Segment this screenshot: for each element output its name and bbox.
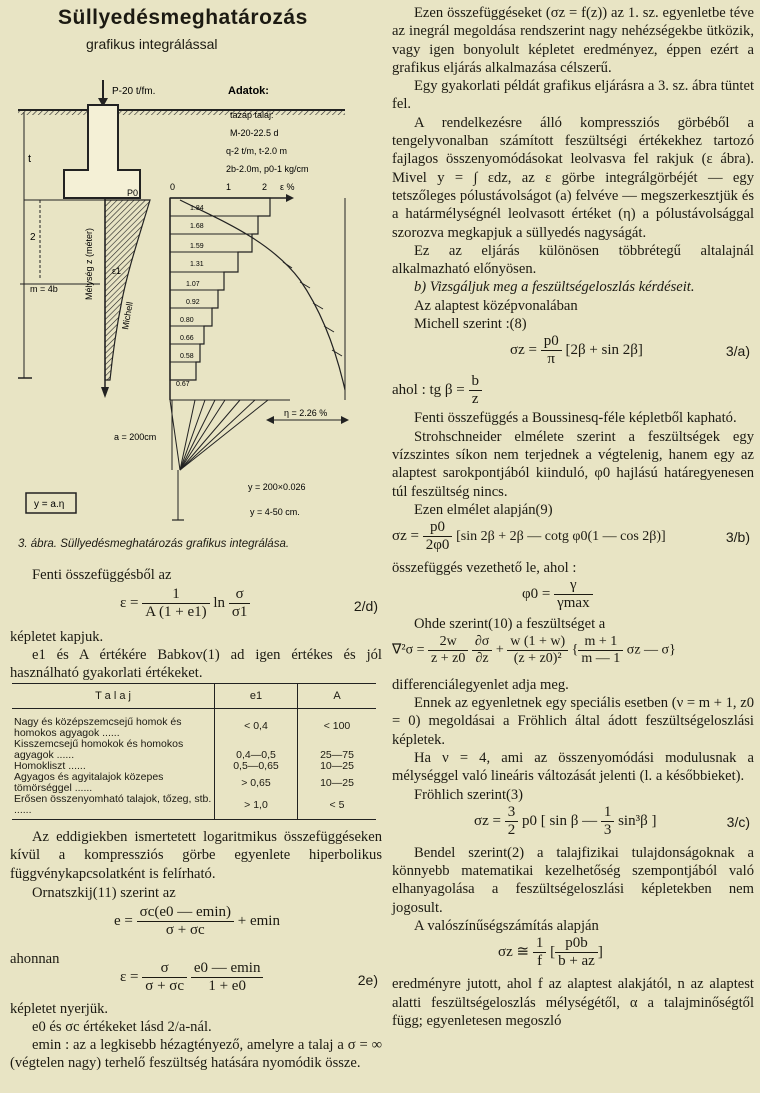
right-p10: Ezen elmélet alapján(9) (414, 501, 553, 518)
right-p2: Egy gyakorlati példát grafikus eljárásra a 3. sz. ábra tüntet fel. (392, 78, 754, 113)
label-2: 2 (30, 232, 36, 243)
right-p6: Az alaptest középvonalában (414, 297, 578, 314)
foundation (64, 105, 140, 198)
pole-rays (170, 400, 268, 470)
table-header-a: A (298, 684, 377, 709)
table-row: Kisszemcsejű homokok és homokos agyagok ...... 0,4—0,5 25—75 (12, 739, 376, 761)
right-p9: Strohschneider elmélete szerint a feszültségek egy vízszintes síkon nem terjednek a végtelenig, hanem egy az alaptest sarokpontjából kiinduló, φ0 hajlású határegyenesen túl feszültség nincs. (392, 428, 754, 500)
depth-label: Mélység z (méter) (84, 227, 94, 300)
right-p4: Ez az eljárás különösen többrétegű altalajnál alkalmazható előnyösen. (392, 242, 754, 278)
equation-tg-beta: ahol : tg β = $\frac{b}{z}$ (392, 373, 754, 409)
integral-curve (180, 200, 345, 390)
label-y: y = a.η (34, 499, 65, 510)
svg-text:1.68: 1.68 (190, 223, 204, 230)
left-p2: képletet kapjuk. (10, 629, 104, 645)
stress-distribution (105, 200, 150, 380)
svg-text:1.31: 1.31 (190, 261, 204, 268)
svg-text:0.80: 0.80 (180, 317, 194, 324)
right-p16: Fröhlich szerint(3) (414, 786, 524, 803)
figure-title: Süllyedésmeghatározás (58, 6, 308, 29)
label-a: a = 200cm (114, 432, 157, 442)
table-row: Nagy és középszemcsejű homok és homokos agyagok ...... < 0,4 < 100 (12, 709, 376, 740)
figure-caption: 3. ábra. Süllyedésmeghatározás grafikus integrálása. (18, 538, 290, 550)
right-p13: differenciálegyenlet adja meg. (392, 676, 569, 693)
right-p5: b) Vizsgáljuk meg a feszültségeloszlás kérdéseit. (414, 279, 695, 296)
right-p8: Fenti összefüggés a Boussinesq-féle képletből kapható. (414, 410, 737, 427)
label-e1: ε1 (112, 266, 122, 276)
right-p11: összefüggés vezethető le, ahol : (392, 560, 577, 577)
label-y1: y = 200×0.026 (248, 482, 306, 492)
svg-text:1.84: 1.84 (190, 205, 204, 212)
table-row: Agyagos és agyitalajok közepes tömörséggel ...... > 0,65 10—25 (12, 772, 376, 794)
equation-ohde: ∇²σ = $\frac{2w}{z + z0}$ $\frac{\partial\sigma}{\partial z}$ + $\frac{w (1 + w)}{\text{(z + z0)²}}$ { $\frac{m + 1}{m — 1}$ σz — σ} (392, 633, 676, 666)
equation-3a: σz = $\frac{p0}{\pi}$ [2β + sin 2β] 3/a) (510, 333, 750, 368)
figure (0, 0, 390, 560)
label-y2: y = 4-50 cm. (250, 507, 300, 517)
left-p5: Ornatszkij(11) szerint az (32, 885, 176, 901)
data-line-3: 2b-2.0m, p0-1 kg/cm (226, 164, 309, 174)
label-m: m = 4b (30, 284, 58, 294)
figure-subtitle: grafikus integrálással (86, 36, 218, 52)
table-header-soil: T a l a j (12, 684, 215, 709)
label-t: t (28, 153, 32, 165)
svg-text:0: 0 (170, 182, 176, 192)
right-p7: Michell szerint :(8) (414, 316, 527, 333)
svg-text:1.59: 1.59 (190, 243, 204, 250)
right-p1: Ezen összefüggéseket (σz = f(z)) az 1. sz. egyenletbe téve az inegrál megoldása rendszerint nagy nehézségekbe ütközik, vagy igen bonyolult képletet eredményez, éppen ezért a grafikus eljárás alkalmazása célszerű. (392, 5, 754, 76)
left-p9: emin : az a legkisebb hézagtényező, amelyre a talaj a σ = ∞ (végtelen nagy) terhelő feszültség hatására nyomódik össze. (10, 1037, 382, 1072)
svg-text:0.92: 0.92 (186, 299, 200, 306)
label-p0: P0 (127, 188, 139, 198)
table-header-e1: e1 (215, 684, 298, 709)
equation-phi0: φ0 = $\frac{\gamma}{\gamma\max}$ (392, 577, 754, 615)
left-p7: képletet nyerjük. (10, 1001, 109, 1017)
right-p17: Bendel szerint(2) a talajfizikai tulajdonságoknak a könnyebb matematikai kezelhetőség szempontjából való elhanyagolása a feszültségeloszlási képletekben nem jogosult. (392, 844, 754, 916)
right-p15: Ha ν = 4, ami az összenyomódási modulusnak a mélységgel való lineáris változását jelenti (l. a későbbieket). (392, 749, 754, 785)
svg-text:0.66: 0.66 (180, 335, 194, 342)
michell-label: Michell (120, 301, 135, 331)
right-p18: A valószínűségszámítás alapján (414, 917, 599, 934)
equation-probability: σz ≅ $\frac{1}{f}$ [ $\frac{p0b}{b + az}$ ] (498, 935, 603, 970)
settlement-diagram (0, 0, 390, 560)
right-p14: Ennek az egyenletnek egy speciális esetben (ν = m + 1, z0 = 0) megoldásai a Fröhlich által ádott feszültségeloszlási képletek. (392, 695, 754, 748)
equation-2d: ε = $\frac{1}{A (1 + e1)}$ ln $\frac{\sigma}{\sigma 1}$ 2/d) (120, 586, 378, 620)
svg-text:0.58: 0.58 (180, 353, 194, 360)
data-line-1: M-20-22.5 d (230, 128, 279, 138)
equation-2e: ε = $\frac{\sigma}{\sigma + \sigma c}$ $\frac{e0 — emin}{1 + e0}$ 2e) (120, 960, 378, 994)
data-line-2: q-2 t/m, t-2.0 m (226, 146, 288, 156)
equation-3b: σz = $\frac{p0}{2\varphi 0}$ [sin 2β + 2β — cotg φ0(1 — cos 2β)] 3/b) (392, 519, 750, 554)
table-row: Erősen összenyomható talajok, tőzeg, stb. ...... > 1,0 < 5 (12, 794, 376, 820)
load-label: P-20 t/fm. (112, 86, 156, 97)
left-p1: Fenti összefüggésből az (32, 567, 172, 583)
equation-ornatskij: e = $\frac{\sigma c(e0 — emin)}{\sigma + \sigma c}$ + emin (114, 904, 280, 938)
table-row: Homokliszt ...... 0,5—0,65 10—25 (12, 761, 376, 772)
left-p6: ahonnan (10, 951, 60, 967)
soil-table (12, 683, 376, 820)
right-p3: A rendelkezésre álló kompressziós görbéből a tengelyvonalban számított feszültségi értékekhez tartozó fajlagos összenyomódásokat leolvasva fel rakjuk (ε ábra). Mivel y = ∫ εdz, az ε görbe integrálgörbéjét — egy tetszőleges pólustávolságot (a) felvéve — megszerkesztjük és a határmélységnél leolvasott értéket (η) a pólustávolsággal szorozva megkapjuk a süllyedés nagyságát. (392, 114, 754, 241)
ground-hatch (18, 110, 345, 115)
data-heading: Adatok: (228, 85, 269, 97)
left-p3: e1 és A értékére Babkov(1) ad igen értékes és jól használható gyakorlati értékeket. (10, 647, 382, 682)
left-p4: Az eddigiekben ismertetett logaritmikus összefüggéseken kívül a kompressziós görbe egyenlete hiperbolikus függvénykapcsolatként is felírható. (10, 829, 382, 882)
svg-text:0.67: 0.67 (176, 381, 190, 388)
svg-text:2: 2 (262, 182, 268, 192)
right-column (392, 4, 754, 1030)
svg-text:1.07: 1.07 (186, 281, 200, 288)
data-line-0: tazap talaj: (230, 110, 274, 120)
right-p12: Ohde szerint(10) a feszültséget a (414, 616, 606, 633)
eps-label: ε % (280, 182, 295, 192)
label-eta: η = 2.26 % (284, 408, 328, 418)
left-p8: e0 és σc értékeket lásd 2/a-nál. (32, 1019, 212, 1035)
svg-text:1: 1 (226, 182, 232, 192)
right-p19: eredményre jutott, ahol f az alaptest alakjától, n az alaptest alatti feszültségeloszlás mélységétől, α a talajminőségtől függ; egyenletesen megoszló (392, 976, 754, 1029)
equation-3c: σz = $\frac{3}{2}$ p0 [ sin β — $\frac{1}{3}$ sin³β ] 3/c) (474, 803, 750, 838)
